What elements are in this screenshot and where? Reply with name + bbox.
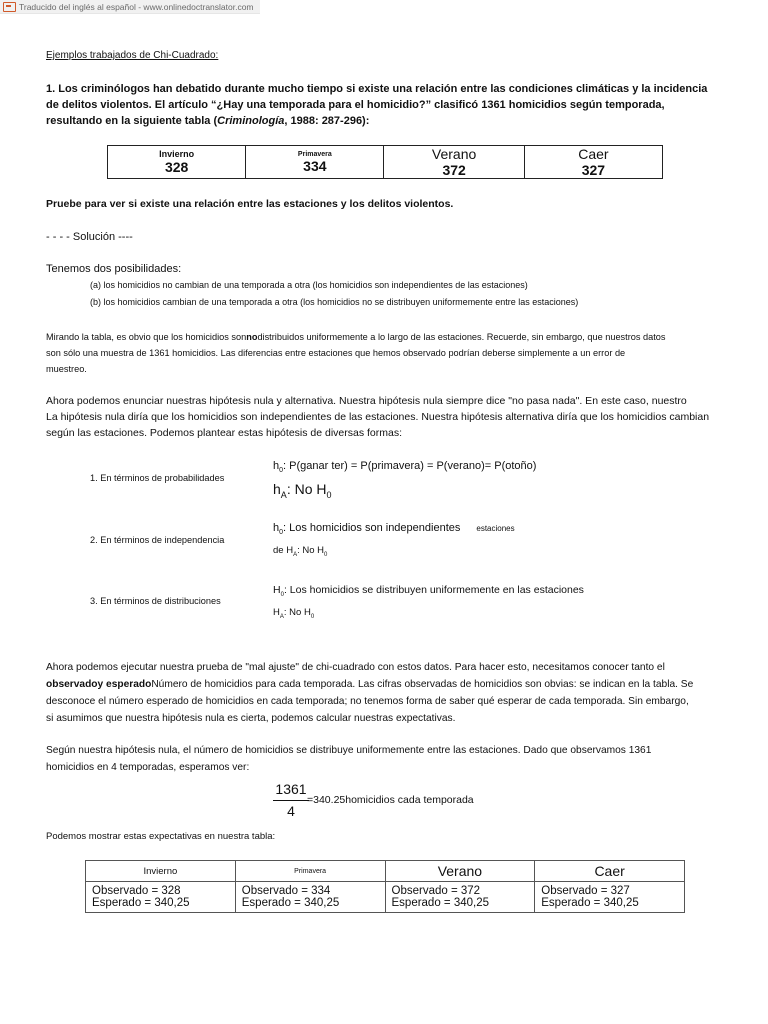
- possibility-b: (b) los homicidios cambian de una temporada a otra (los homicidios no se distribuyen uniformemente entre las estaciones): [90, 297, 579, 307]
- paragraph-3: Ahora podemos ejecutar nuestra prueba de "mal ajuste" de chi-cuadrado con estos datos. Para hacer esto, necesitamos conocer tanto el observadoy esperadoNúmero de homicidios para cada temporada. Las cifras observadas de homicidios son obvias: se indican en la tabla. Se desconoce el número esperado de homicidios en cada temporada; no tenemos forma de saber qué esperar de cada temporada. Sin embargo, si asumimos que nuestra hipótesis nula es cierta, podemos calcular nuestras expectativas.: [46, 662, 694, 724]
- problem-line-2: de delitos violentos. El artículo “¿Hay una temporada para el homicidio?” clasificó 1361 homicidios según temporada,: [46, 99, 665, 111]
- table2-intro: Podemos mostrar estas expectativas en nuestra tabla:: [46, 831, 276, 842]
- possibilities-intro: Tenemos dos posibilidades:: [46, 263, 182, 275]
- table1-cell-invierno: Invierno 328: [108, 146, 246, 179]
- question-text: Pruebe para ver si existe una relación entre las estaciones y los delitos violentos.: [46, 198, 454, 210]
- table2-header-invierno: Invierno: [86, 861, 236, 882]
- observed-table: [107, 145, 663, 179]
- expected-table: [85, 860, 685, 913]
- fraction-bar: [273, 800, 309, 801]
- hypothesis-1-alt: $h_A$: No $H_0$: [273, 481, 332, 500]
- hypothesis-2-label: 2. En términos de independencia: [90, 535, 225, 545]
- hypothesis-3-label: 3. En términos de distribuciones: [90, 596, 221, 606]
- banner-text[interactable]: Traducido del inglés al español - www.onlinedoctranslator.com: [19, 1, 254, 12]
- page-heading: Ejemplos trabajados de Chi-Cuadrado:: [46, 50, 219, 61]
- hypothesis-1-null: $h_0$: P(ganar ter) = P(primavera) = P(verano)= P(otoño): [273, 460, 537, 475]
- translate-icon: [3, 2, 16, 12]
- problem-line-1: 1. Los criminólogos han debatido durante mucho tiempo si existe una relación entre las condiciones climáticas y la incidencia: [46, 83, 708, 95]
- formula-denominator: 4: [287, 803, 295, 819]
- hypothesis-2-null: $h_0$: Los homicidios son independientes estaciones: [273, 522, 515, 537]
- table1-cell-primavera: Primavera 334: [246, 146, 384, 179]
- formula-result: =340.25homicidios cada temporada: [307, 794, 474, 806]
- translator-banner[interactable]: [0, 0, 260, 14]
- table2-header-primavera: Primavera: [235, 861, 385, 882]
- hypothesis-1-label: 1. En términos de probabilidades: [90, 473, 225, 483]
- citation-journal: Criminología: [217, 115, 285, 127]
- table2-header-verano: Verano: [385, 861, 535, 882]
- solution-label: - - - - Solución ----: [46, 231, 133, 243]
- table1-cell-verano: Verano 372: [384, 146, 524, 179]
- possibility-a: (a) los homicidios no cambian de una temporada a otra (los homicidios son independientes de las estaciones): [90, 280, 528, 290]
- table2-cell-caer: Observado = 327 Esperado = 340,25: [535, 882, 685, 913]
- table2-cell-primavera: Observado = 334 Esperado = 340,25: [235, 882, 385, 913]
- hypothesis-3-null: $H_0$: Los homicidios se distribuyen uniformemente en las estaciones: [273, 584, 584, 599]
- table2-header-caer: Caer: [535, 861, 685, 882]
- hypothesis-3-alt: $H_A$: No $H_0$: [273, 607, 315, 620]
- paragraph-2: Ahora podemos enunciar nuestras hipótesis nula y alternativa. Nuestra hipótesis nula siempre dice "no pasa nada". En este caso, nuestro La hipótesis nula diría que los homicidios son independientes de las estaciones. Nuestra hipótesis alternativa diría que los homicidios cambian según las estaciones. Podemos plantear estas hipótesis de diversas formas:: [46, 395, 710, 439]
- paragraph-4: Según nuestra hipótesis nula, el número de homicidios se distribuye uniformemente entre las estaciones. Dado que observamos 1361 homicidios en 4 temporadas, esperamos ver:: [46, 745, 652, 773]
- problem-statement: [46, 81, 746, 129]
- table2-cell-invierno: Observado = 328 Esperado = 340,25: [86, 882, 236, 913]
- table2-cell-verano: Observado = 372 Esperado = 340,25: [385, 882, 535, 913]
- hypothesis-2-alt: de $H_A$: No $H_0$: [273, 545, 328, 558]
- emphasis-esperado: y esperado: [97, 679, 152, 690]
- table1-cell-caer: Caer 327: [524, 146, 662, 179]
- paragraph-1: Mirando la tabla, es obvio que los homicidios sonnodistribuidos uniformemente a lo largo de las estaciones. Recuerde, sin embargo, que nuestros datos son sólo una muestra de 1361 homicidios. Las diferencias entre estaciones que hemos observado podrían deberse simplemente a un error de muestreo.: [46, 332, 666, 374]
- emphasis-no: no: [246, 332, 258, 342]
- problem-line-3: resultando en la siguiente tabla (Criminología, 1988: 287-296):: [46, 115, 370, 127]
- emphasis-observado: observado: [46, 679, 98, 690]
- formula-numerator: 1361: [275, 781, 307, 797]
